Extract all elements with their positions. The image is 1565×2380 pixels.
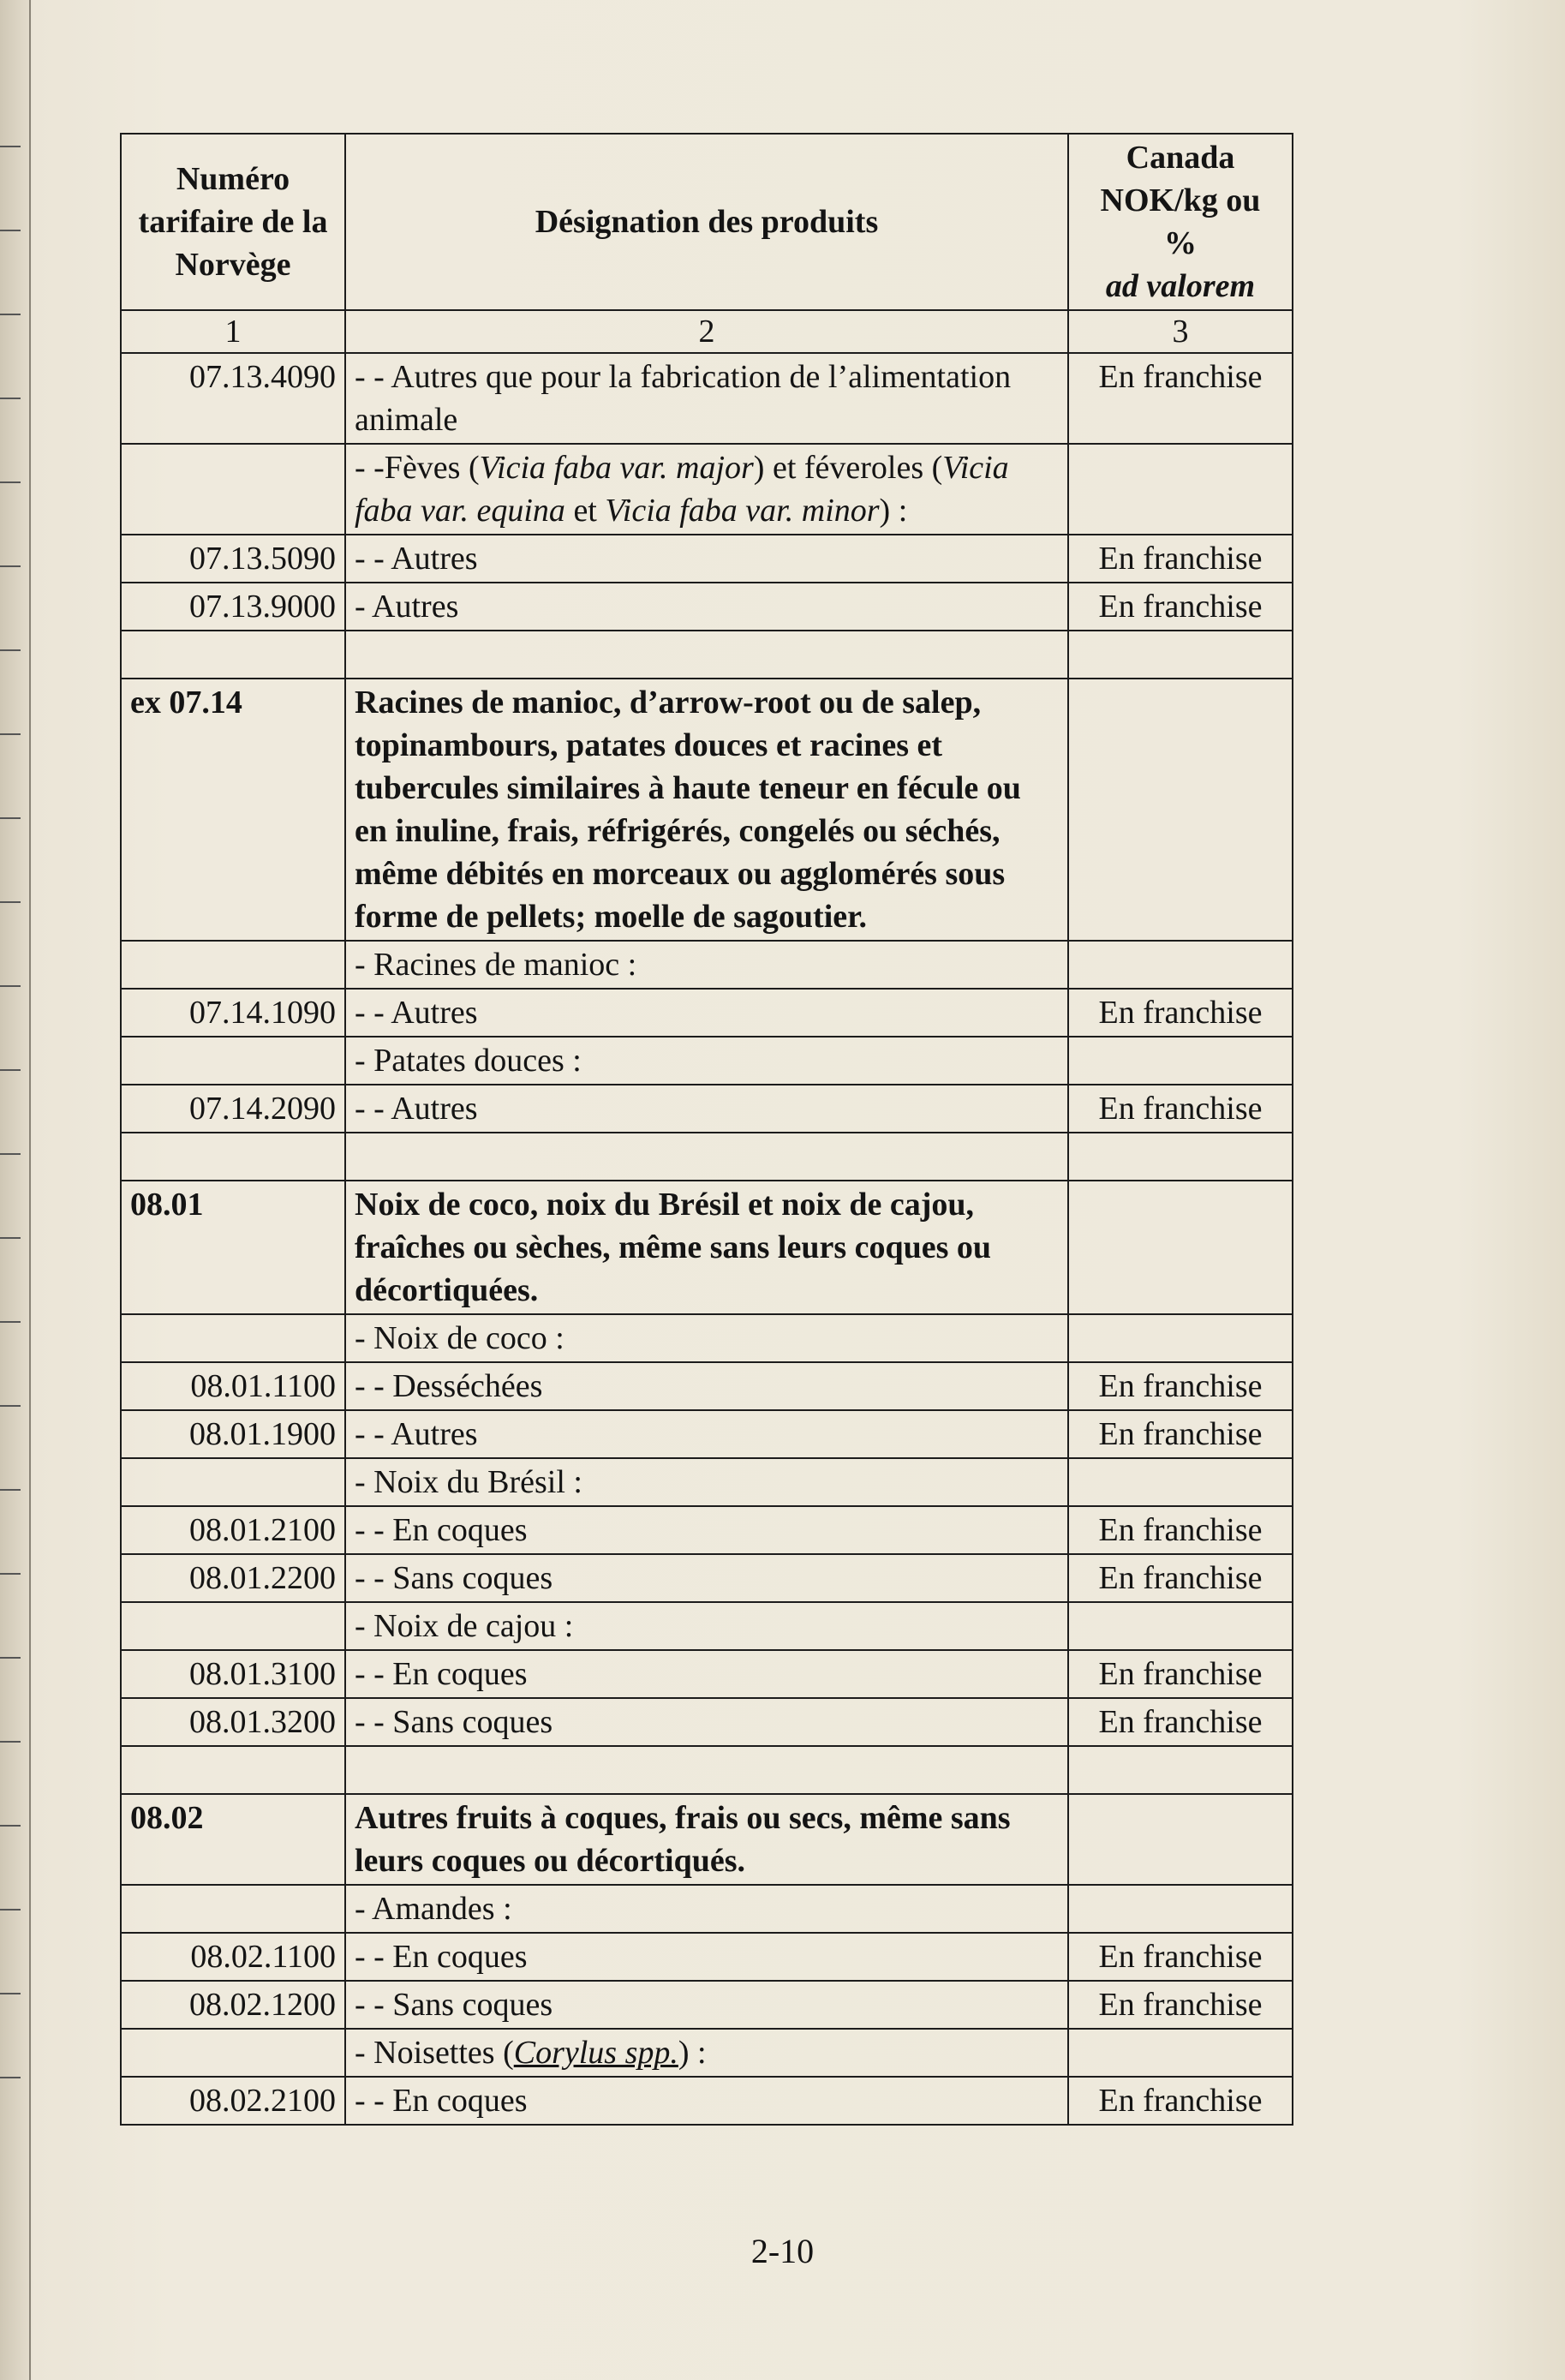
- spine-tick: [0, 146, 21, 147]
- product-designation: - - Sans coques: [345, 1554, 1068, 1602]
- duty-rate: En franchise: [1068, 1933, 1293, 1981]
- product-designation: - Autres: [345, 583, 1068, 631]
- spine-tick: [0, 1993, 21, 1994]
- table-row: [121, 1698, 1293, 1746]
- table-row: [121, 1085, 1293, 1133]
- duty-rate: En franchise: [1068, 583, 1293, 631]
- table-row: [121, 1554, 1293, 1602]
- product-designation: - Noix de cajou :: [345, 1602, 1068, 1650]
- column-number-row: [121, 310, 1293, 353]
- table-row: [121, 2029, 1293, 2077]
- tariff-number: 07.13.4090: [121, 353, 345, 444]
- duty-rate: En franchise: [1068, 1410, 1293, 1458]
- duty-rate: [1068, 1037, 1293, 1085]
- table-row: [121, 1362, 1293, 1410]
- spacer-row: [121, 1746, 1293, 1794]
- header-canada: Canada: [1126, 140, 1235, 176]
- spine-tick: [0, 1489, 21, 1491]
- table-row: [121, 583, 1293, 631]
- table-row: [121, 679, 1293, 941]
- duty-rate: [1068, 1885, 1293, 1933]
- heading-number: 08.01: [121, 1181, 345, 1314]
- tariff-number: [121, 1037, 345, 1085]
- spine-tick: [0, 1321, 21, 1323]
- tariff-number: 08.01.1900: [121, 1410, 345, 1458]
- duty-rate: [1068, 1602, 1293, 1650]
- table-row: [121, 1037, 1293, 1085]
- product-designation: - - Autres: [345, 1410, 1068, 1458]
- header-percent: %: [1164, 225, 1197, 261]
- latin-name: Corylus spp.: [513, 2035, 678, 2071]
- table-row: [121, 2077, 1293, 2125]
- duty-rate: [1068, 444, 1293, 535]
- table-row: [121, 1410, 1293, 1458]
- table-row: [121, 353, 1293, 444]
- spine-tick: [0, 817, 21, 819]
- table-row: [121, 941, 1293, 989]
- product-designation: - - Sans coques: [345, 1698, 1068, 1746]
- header-canada-rate: [1068, 134, 1293, 310]
- product-designation: - - Autres que pour la fabrication de l’alimentation animale: [345, 353, 1068, 444]
- column-number: 3: [1068, 310, 1293, 353]
- product-designation: - Noix de coco :: [345, 1314, 1068, 1362]
- column-number: 1: [121, 310, 345, 353]
- spine-tick: [0, 1069, 21, 1071]
- spine-tick: [0, 1237, 21, 1239]
- tariff-number: [121, 2029, 345, 2077]
- tariff-number: [121, 1885, 345, 1933]
- duty-rate: En franchise: [1068, 989, 1293, 1037]
- designation-part: - -Fèves (: [355, 450, 480, 486]
- spine-tick: [0, 314, 21, 315]
- duty-rate: [1068, 1181, 1293, 1314]
- spacer-row: [121, 1133, 1293, 1181]
- tariff-number: 08.01.3200: [121, 1698, 345, 1746]
- spine-tick: [0, 565, 21, 567]
- product-designation: - - En coques: [345, 1650, 1068, 1698]
- spine-tick: [0, 1153, 21, 1155]
- tariff-number: 08.01.2200: [121, 1554, 345, 1602]
- product-designation: - - En coques: [345, 2077, 1068, 2125]
- tariff-number: [121, 1314, 345, 1362]
- product-designation: - Patates douces :: [345, 1037, 1068, 1085]
- table-row: [121, 989, 1293, 1037]
- duty-rate: En franchise: [1068, 353, 1293, 444]
- tariff-number: 08.02.1200: [121, 1981, 345, 2029]
- heading-designation: Autres fruits à coques, frais ou secs, même sans leurs coques ou décortiqués.: [345, 1794, 1068, 1885]
- product-designation: - - Desséchées: [345, 1362, 1068, 1410]
- product-designation: - - En coques: [345, 1506, 1068, 1554]
- duty-rate: [1068, 1314, 1293, 1362]
- product-designation: - - Sans coques: [345, 1981, 1068, 2029]
- product-designation: [345, 444, 1068, 535]
- duty-rate: En franchise: [1068, 1506, 1293, 1554]
- designation-part: ) :: [678, 2035, 707, 2071]
- table-row: [121, 535, 1293, 583]
- product-designation: [345, 2029, 1068, 2077]
- spine-tick: [0, 398, 21, 399]
- designation-part: ) :: [879, 493, 908, 529]
- product-designation: - - Autres: [345, 1085, 1068, 1133]
- duty-rate: En franchise: [1068, 1554, 1293, 1602]
- tariff-number: 07.13.5090: [121, 535, 345, 583]
- heading-designation: Noix de coco, noix du Brésil et noix de cajou, fraîches ou sèches, même sans leurs coques ou décortiquées.: [345, 1181, 1068, 1314]
- duty-rate: En franchise: [1068, 1650, 1293, 1698]
- duty-rate: En franchise: [1068, 535, 1293, 583]
- duty-rate: En franchise: [1068, 1698, 1293, 1746]
- duty-rate: En franchise: [1068, 1981, 1293, 2029]
- page-number: 2-10: [750, 2232, 815, 2270]
- product-designation: - Amandes :: [345, 1885, 1068, 1933]
- spacer-row: [121, 631, 1293, 679]
- spine-tick: [0, 1573, 21, 1575]
- heading-number: ex 07.14: [121, 679, 345, 941]
- table-row: [121, 1933, 1293, 1981]
- spine-tick: [0, 649, 21, 651]
- table-row: [121, 1885, 1293, 1933]
- spine-tick: [0, 1825, 21, 1827]
- tariff-number: 07.14.1090: [121, 989, 345, 1037]
- product-designation: - - Autres: [345, 535, 1068, 583]
- table-row: [121, 1458, 1293, 1506]
- tariff-number: 07.14.2090: [121, 1085, 345, 1133]
- spine-tick: [0, 481, 21, 483]
- spine-tick: [0, 1657, 21, 1659]
- spine-tick: [0, 901, 21, 903]
- product-designation: - Noix du Brésil :: [345, 1458, 1068, 1506]
- book-spine: [0, 0, 31, 2380]
- table-row: [121, 1981, 1293, 2029]
- table-row: [121, 1602, 1293, 1650]
- header-ad-valorem: ad valorem: [1105, 268, 1256, 304]
- duty-rate: En franchise: [1068, 1085, 1293, 1133]
- latin-name: Vicia faba var. major: [479, 450, 754, 486]
- spine-tick: [0, 230, 21, 231]
- duty-rate: En franchise: [1068, 1362, 1293, 1410]
- spine-tick: [0, 733, 21, 735]
- spine-tick: [0, 1909, 21, 1911]
- header-designation: Désignation des produits: [345, 134, 1068, 310]
- table-row: [121, 444, 1293, 535]
- table-row: [121, 1794, 1293, 1885]
- tariff-number: [121, 444, 345, 535]
- tariff-number: 08.01.2100: [121, 1506, 345, 1554]
- product-designation: - Racines de manioc :: [345, 941, 1068, 989]
- heading-number: 08.02: [121, 1794, 345, 1885]
- tariff-number: 08.01.1100: [121, 1362, 345, 1410]
- tariff-number: 08.01.3100: [121, 1650, 345, 1698]
- tariff-number: 08.02.1100: [121, 1933, 345, 1981]
- duty-rate: [1068, 679, 1293, 941]
- table-row: [121, 1314, 1293, 1362]
- product-designation: - - Autres: [345, 989, 1068, 1037]
- header-unit: NOK/kg ou: [1100, 182, 1261, 218]
- spine-tick: [0, 1741, 21, 1743]
- latin-name: Vicia faba var. equina: [355, 450, 1009, 529]
- duty-rate: [1068, 2029, 1293, 2077]
- spine-tick: [0, 985, 21, 987]
- tariff-number: 08.02.2100: [121, 2077, 345, 2125]
- tariff-number: [121, 1458, 345, 1506]
- header-tariff-number: Numéro tarifaire de la Norvège: [121, 134, 345, 310]
- table-row: [121, 1506, 1293, 1554]
- duty-rate: [1068, 1794, 1293, 1885]
- tariff-number: 07.13.9000: [121, 583, 345, 631]
- duty-rate: [1068, 1458, 1293, 1506]
- designation-part: - Noisettes (: [355, 2035, 514, 2071]
- table-row: [121, 1650, 1293, 1698]
- spine-tick: [0, 1405, 21, 1407]
- tariff-number: [121, 1602, 345, 1650]
- designation-part: ) et féveroles (: [753, 450, 943, 486]
- header-row: [121, 134, 1293, 310]
- heading-designation: Racines de manioc, d’arrow-root ou de salep, topinambours, patates douces et racines et tubercules similaires à haute teneur en fécule ou en inuline, frais, réfrigérés, congelés ou séchés, même débités en morceaux ou agglomérés sous forme de pellets; moelle de sagoutier.: [345, 679, 1068, 941]
- spine-tick: [0, 2077, 21, 2078]
- table-row: [121, 1181, 1293, 1314]
- tariff-table: [120, 133, 1293, 2126]
- designation-part: et: [564, 493, 606, 529]
- duty-rate: [1068, 941, 1293, 989]
- column-number: 2: [345, 310, 1068, 353]
- duty-rate: En franchise: [1068, 2077, 1293, 2125]
- product-designation: - - En coques: [345, 1933, 1068, 1981]
- tariff-number: [121, 941, 345, 989]
- latin-name: Vicia faba var. minor: [605, 493, 880, 529]
